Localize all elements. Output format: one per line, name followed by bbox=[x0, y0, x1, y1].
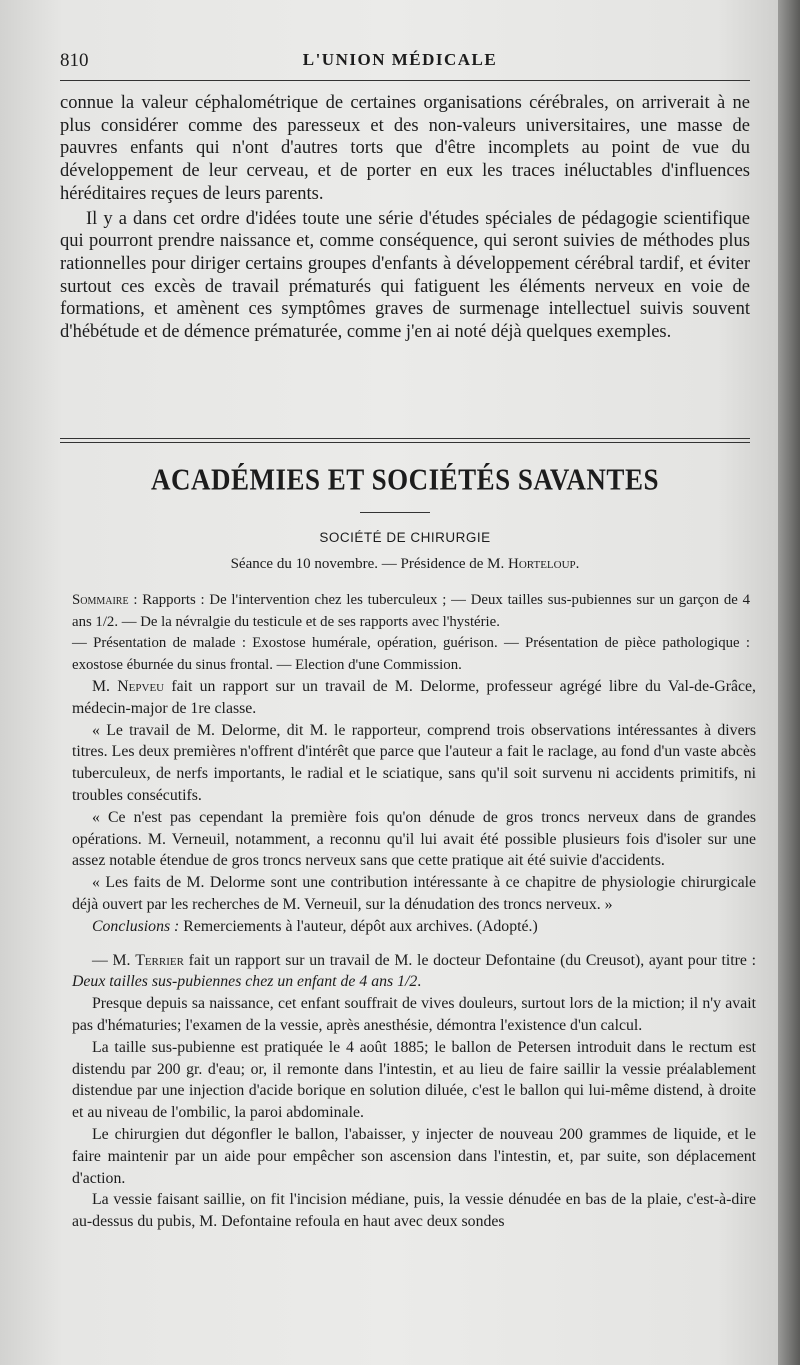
seance-prefix: Séance du 10 novembre. — Présidence de M. bbox=[230, 556, 509, 572]
paragraph: Le chirurgien dut dégonfler le ballon, l'abaisser, y injecter de nouveau 200 grammes de liquide, et le faire maintenir par un aide pour empêcher son ascension dans l'intestin, et, par suite, son déplacement d'action. bbox=[72, 1125, 756, 1187]
author-name: Nepveu bbox=[117, 678, 165, 695]
paragraph: La vessie faisant saillie, on fit l'incision médiane, puis, la vessie dénudée en bas de la plaie, c'est-à-dire au-dessus du pubis, M. Defontaine refoula en haut avec deux sondes bbox=[72, 1191, 756, 1231]
title-underline bbox=[360, 512, 430, 513]
top-text-block bbox=[60, 92, 750, 344]
paragraph bbox=[72, 916, 756, 938]
conclusions-label: Conclusions : bbox=[92, 917, 180, 935]
text-span: M. bbox=[92, 678, 118, 695]
paragraph: « Ce n'est pas cependant la première fois qu'on dénude de gros troncs nerveux dans de grandes opérations. M. Verneuil, notamment, a reconnu qu'il lui avait été possible plusieurs fois d'isoler sur une assez notable étendue de gros troncs nerveux sans que cette pratique ait été suivie d'accidents. bbox=[72, 808, 756, 870]
text-span: — M. bbox=[92, 951, 136, 969]
seance-line bbox=[60, 556, 750, 573]
summary-text: : Rapports : De l'intervention chez les tuberculeux ; — Deux tailles sus-pubiennes sur un garçon de 4 ans 1/2. — De la névralgie du testicule et de ses rapports avec l'hystérie. bbox=[72, 592, 750, 630]
section-title: ACADÉMIES ET SOCIÉTÉS SAVANTES bbox=[151, 461, 659, 497]
summary-line bbox=[72, 590, 750, 633]
page-number: 810 bbox=[60, 50, 89, 71]
summary-block bbox=[72, 590, 750, 676]
paragraph bbox=[72, 950, 756, 994]
paragraph bbox=[72, 676, 756, 720]
paragraph: Presque depuis sa naissance, cet enfant souffrait de vives douleurs, surtout lors de la miction; il n'y avait pas d'hématuries; l'examen de la vessie, après anesthésie, démontra l'existence d'un calcul. bbox=[72, 995, 756, 1034]
text-span: fait un rapport sur un travail de M. le docteur Defontaine (du Creusot), ayant pour titre : bbox=[183, 951, 756, 969]
book-spine-shadow bbox=[778, 0, 800, 1365]
summary-line: — Présentation de malade : Exostose humérale, opération, guérison. — Présentation de pièce pathologique : exostose éburnée du sinus frontal. — Election d'une Commission. bbox=[72, 635, 750, 673]
work-title: Deux tailles sus-pubiennes chez un enfant de 4 ans 1/2 bbox=[72, 973, 418, 991]
president-name: Horteloup bbox=[508, 556, 576, 572]
running-head: L'UNION MÉDICALE bbox=[302, 50, 498, 69]
seance-suffix: . bbox=[575, 556, 580, 572]
paragraph: connue la valeur céphalométrique de certaines organisations cérébrales, on arriverait à ne plus considérer comme des paresseux et des non-valeurs universitaires, une masse de pauvres enfants qui n'ont d'autres torts que d'être incomplets au point de vue du développement de leur cerveau, et de porter en eux les traces inéluctables d'influences héréditaires reçues de leurs parents. bbox=[60, 93, 750, 204]
text-span: Remerciements à l'auteur, dépôt aux archives. (Adopté.) bbox=[179, 917, 538, 935]
society-heading: SOCIÉTÉ DE CHIRURGIE bbox=[319, 530, 491, 545]
header-rule bbox=[60, 80, 750, 81]
summary-label: Sommaire bbox=[72, 592, 129, 608]
paragraph: Il y a dans cet ordre d'idées toute une série d'études spéciales de pédagogie scientifique qui pourront prendre naissance et, comme conséquence, qui seront suivies de méthodes plus rationnelles pour diriger certains groupes d'enfants à développement cérébral tardif, et éviter surtout ces excès de travail prématurés qui fatiguent les éléments nerveux en voie de formations, et amènent ces symptômes graves de surmenage intellectuel suivis souvent d'hébétude et de démence prématurée, comme j'en ai noté déjà quelques exemples. bbox=[60, 208, 750, 343]
text-span: . bbox=[417, 973, 422, 991]
page-header bbox=[60, 46, 740, 76]
paragraph: « Les faits de M. Delorme sont une contribution intéressante à ce chapitre de physiologie chirurgicale déjà ouvert par les recherches de M. Verneuil, sur la dénudation des troncs nerveux. » bbox=[72, 874, 756, 913]
paragraph: « Le travail de M. Delorme, dit M. le rapporteur, comprend trois observations intéressantes à divers titres. Les deux premières n'offrent d'intérêt que parce que l'auteur a fait le raclage, au fond d'un vaste abcès tuberculeux, de nerfs importants, le radial et le sciatique, sans qu'il soit survenu ni accidents primitifs, ni troubles consécutifs. bbox=[72, 721, 756, 804]
report-body bbox=[72, 676, 756, 1233]
section-divider bbox=[60, 438, 750, 443]
text-span: fait un rapport sur un travail de M. Delorme, professeur agrégé libre du Val-de-Grâce, médecin-major de 1re classe. bbox=[72, 678, 757, 717]
author-name: Terrier bbox=[135, 951, 184, 969]
paragraph: La taille sus-pubienne est pratiquée le 4 août 1885; le ballon de Petersen introduit dans le rectum est distendu par 200 gr. d'eau; or, il remonte dans l'intestin, et au lieu de faire saillir la vessie préalablement distendue par une injection d'acide borique en solution diluée, c'est le ballon qui lui-même distend, à droite et au niveau de l'ombilic, la paroi abdominale. bbox=[72, 1038, 756, 1122]
